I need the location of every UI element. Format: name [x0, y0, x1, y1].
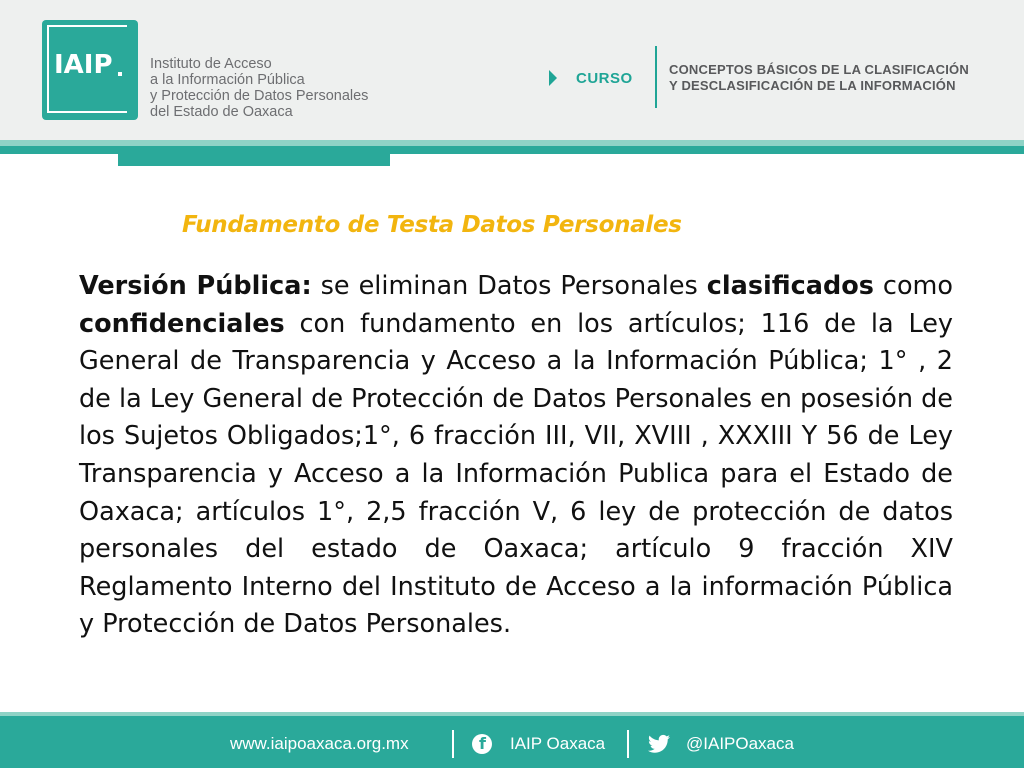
twitter-link[interactable]: @IAIPOaxaca	[686, 734, 794, 753]
twitter-icon[interactable]	[648, 734, 670, 754]
course-title-line: CONCEPTOS BÁSICOS DE LA CLASIFICACIÓN	[669, 62, 969, 77]
facebook-link[interactable]: IAIP Oaxaca	[510, 734, 606, 753]
website-link[interactable]: www.iaipoaxaca.org.mx	[230, 734, 409, 753]
body-text-part: se eliminan Datos Personales	[311, 271, 707, 301]
logo-text: IAIP	[54, 50, 113, 80]
institute-line: a la Información Pública	[150, 72, 305, 88]
logo-dot	[118, 72, 122, 76]
header-divider	[655, 46, 657, 108]
iaip-logo	[42, 20, 138, 120]
body-text-part: con fundamento en los artículos; 116 de la Ley General de Transparencia y Acceso a la Información Pública; 1° , 2 de la Ley General de Protección de Datos Personales en posesión de los Sujetos Obligados;1°, 6 fracción III, VII, XVIII , XXXIII Y 56 de Ley Transparencia y Acceso a la Información Publica para el Estado de Oaxaca; artículos 1°, 2,5 fracción V, 6 ley de protección de datos personales del estado de Oaxaca; artículo 9 fracción XIV Reglamento Interno del Instituto de Acceso a la información Pública y Protección de Datos Personales.	[79, 308, 953, 640]
body-bold-term: clasificados	[706, 271, 874, 301]
curso-label: CURSO	[576, 70, 633, 87]
institute-line: y Protección de Datos Personales	[150, 88, 369, 104]
footer-divider	[627, 730, 629, 758]
institute-line: Instituto de Acceso	[150, 56, 272, 72]
play-arrow-icon	[549, 70, 557, 86]
course-title-line: Y DESCLASIFICACIÓN DE LA INFORMACIÓN	[669, 78, 956, 93]
body-lead-bold: Versión Pública:	[79, 271, 312, 301]
body-paragraph	[79, 268, 953, 644]
footer-divider	[452, 730, 454, 758]
body-text-part: como	[873, 271, 953, 301]
course-title	[669, 62, 969, 94]
body-bold-term: confidenciales	[79, 308, 285, 339]
facebook-icon[interactable]: f	[472, 734, 492, 754]
slide-heading: Fundamento de Testa Datos Personales	[182, 212, 682, 238]
header-stripe-dark	[0, 146, 1024, 154]
header	[0, 0, 1024, 140]
institute-name	[150, 56, 410, 120]
institute-line: del Estado de Oaxaca	[150, 104, 293, 120]
header-accent-tab	[118, 154, 390, 166]
footer	[0, 716, 1024, 768]
